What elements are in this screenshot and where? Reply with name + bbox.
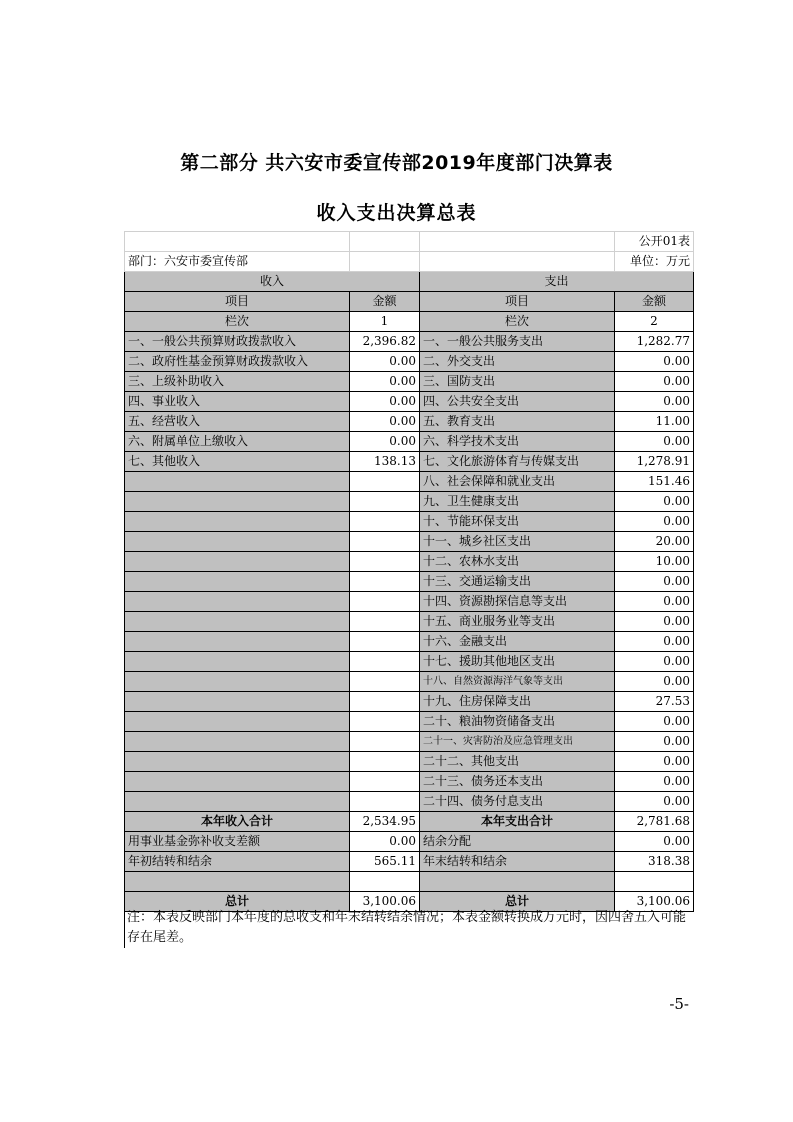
fund-label: 用事业基金弥补收支差额 <box>125 832 350 852</box>
income-item-label <box>125 792 350 812</box>
income-item-value: 0.00 <box>350 372 420 392</box>
income-item-value <box>350 552 420 572</box>
grand-total-label: 总计 <box>125 892 350 912</box>
income-item-value <box>350 472 420 492</box>
footnote: 注：本表反映部门本年度的总收支和年末结转结余情况；本表金额转换成万元时，因四舍五入可能存在尾差。 <box>124 908 693 948</box>
item-header: 项目 <box>125 292 350 312</box>
expense-item-value: 20.00 <box>615 532 694 552</box>
table-row <box>125 692 694 712</box>
income-item-label <box>125 632 350 652</box>
surplus-value: 0.00 <box>615 832 694 852</box>
expense-item-value: 0.00 <box>615 572 694 592</box>
expense-item-value: 0.00 <box>615 772 694 792</box>
form-code: 公开01表 <box>615 232 694 252</box>
income-item-value <box>350 532 420 552</box>
income-item-value <box>350 752 420 772</box>
surplus-label: 结余分配 <box>420 832 615 852</box>
table-row <box>125 512 694 532</box>
income-item-label: 一、一般公共预算财政拨款收入 <box>125 332 350 352</box>
amount-header: 金额 <box>615 292 694 312</box>
income-item-value <box>350 612 420 632</box>
income-item-value: 0.00 <box>350 352 420 372</box>
expense-item-label: 十五、商业服务业等支出 <box>420 612 615 632</box>
income-item-value <box>350 692 420 712</box>
table-row <box>125 772 694 792</box>
income-item-label <box>125 692 350 712</box>
table-row <box>125 552 694 572</box>
income-total-label: 本年收入合计 <box>125 812 350 832</box>
expense-item-value: 0.00 <box>615 752 694 772</box>
expense-item-value: 0.00 <box>615 612 694 632</box>
expense-item-value: 0.00 <box>615 652 694 672</box>
expense-item-label: 二十、粮油物资储备支出 <box>420 712 615 732</box>
expense-item-label: 十三、交通运输支出 <box>420 572 615 592</box>
expense-item-value: 151.46 <box>615 472 694 492</box>
begin-balance-label: 年初结转和结余 <box>125 852 350 872</box>
expense-item-label: 十、节能环保支出 <box>420 512 615 532</box>
income-item-value <box>350 512 420 532</box>
expense-item-value: 1,278.91 <box>615 452 694 472</box>
income-item-label: 二、政府性基金预算财政拨款收入 <box>125 352 350 372</box>
expense-item-label: 一、一般公共服务支出 <box>420 332 615 352</box>
expense-item-label: 二十二、其他支出 <box>420 752 615 772</box>
grand-total-income: 3,100.06 <box>350 892 420 912</box>
income-item-value: 2,396.82 <box>350 332 420 352</box>
income-total-value: 2,534.95 <box>350 812 420 832</box>
blank-cell <box>615 872 694 892</box>
income-item-label <box>125 532 350 552</box>
income-item-value <box>350 492 420 512</box>
expense-item-label: 五、教育支出 <box>420 412 615 432</box>
expense-item-label: 二十一、灾害防治及应急管理支出 <box>420 732 615 752</box>
page-title: 第二部分 共六安市委宣传部2019年度部门决算表 <box>180 152 613 174</box>
income-item-label <box>125 712 350 732</box>
expense-item-value: 10.00 <box>615 552 694 572</box>
table-row <box>125 652 694 672</box>
table-row <box>125 432 694 452</box>
table-row <box>125 352 694 372</box>
income-item-label <box>125 672 350 692</box>
department-label: 部门：六安市委宣传部 <box>125 252 350 272</box>
income-item-value: 138.13 <box>350 452 420 472</box>
table-row <box>125 792 694 812</box>
blank-cell <box>350 872 420 892</box>
expense-item-value: 0.00 <box>615 432 694 452</box>
expense-item-value: 0.00 <box>615 492 694 512</box>
table-row <box>125 612 694 632</box>
expense-item-value: 0.00 <box>615 792 694 812</box>
income-item-value <box>350 572 420 592</box>
income-item-value <box>350 712 420 732</box>
column-header: 栏次 <box>125 312 350 332</box>
unit-label: 单位：万元 <box>615 252 694 272</box>
income-item-label <box>125 472 350 492</box>
income-item-label <box>125 732 350 752</box>
expense-item-label: 二十三、债务还本支出 <box>420 772 615 792</box>
income-item-label: 三、上级补助收入 <box>125 372 350 392</box>
expense-item-value: 0.00 <box>615 672 694 692</box>
expense-item-label: 十一、城乡社区支出 <box>420 532 615 552</box>
income-item-label <box>125 552 350 572</box>
expense-item-label: 十六、金融支出 <box>420 632 615 652</box>
income-item-label: 四、事业收入 <box>125 392 350 412</box>
grand-total-label: 总计 <box>420 892 615 912</box>
table-row <box>125 572 694 592</box>
expense-item-value: 0.00 <box>615 512 694 532</box>
expense-item-label: 四、公共安全支出 <box>420 392 615 412</box>
column-number: 1 <box>350 312 420 332</box>
income-item-value <box>350 652 420 672</box>
table-row <box>125 332 694 352</box>
expense-item-label: 十九、住房保障支出 <box>420 692 615 712</box>
table-row <box>125 492 694 512</box>
blank-cell <box>420 872 615 892</box>
income-item-label <box>125 772 350 792</box>
table-row <box>125 452 694 472</box>
table-row <box>125 672 694 692</box>
income-item-value: 0.00 <box>350 432 420 452</box>
blank-cell <box>125 872 350 892</box>
income-item-value <box>350 732 420 752</box>
expense-item-value: 0.00 <box>615 372 694 392</box>
expense-item-label: 十二、农林水支出 <box>420 552 615 572</box>
expense-item-value: 0.00 <box>615 592 694 612</box>
income-item-label <box>125 652 350 672</box>
expense-total-label: 本年支出合计 <box>420 812 615 832</box>
table-row <box>125 632 694 652</box>
expense-item-label: 十八、自然资源海洋气象等支出 <box>420 672 615 692</box>
income-item-label <box>125 512 350 532</box>
income-item-label <box>125 572 350 592</box>
income-item-value: 0.00 <box>350 392 420 412</box>
expense-item-label: 六、科学技术支出 <box>420 432 615 452</box>
table-row <box>125 752 694 772</box>
income-item-label <box>125 592 350 612</box>
income-item-label <box>125 612 350 632</box>
table-title: 收入支出决算总表 <box>316 202 477 224</box>
end-balance-label: 年末结转和结余 <box>420 852 615 872</box>
expense-item-label: 九、卫生健康支出 <box>420 492 615 512</box>
expense-header: 支出 <box>420 272 694 292</box>
expense-item-value: 0.00 <box>615 352 694 372</box>
expense-item-label: 十四、资源勘探信息等支出 <box>420 592 615 612</box>
income-item-label: 七、其他收入 <box>125 452 350 472</box>
expense-item-value: 27.53 <box>615 692 694 712</box>
income-item-value <box>350 672 420 692</box>
column-header: 栏次 <box>420 312 615 332</box>
item-header: 项目 <box>420 292 615 312</box>
expense-item-label: 八、社会保障和就业支出 <box>420 472 615 492</box>
income-item-value <box>350 772 420 792</box>
expense-item-label: 七、文化旅游体育与传媒支出 <box>420 452 615 472</box>
expense-item-value: 1,282.77 <box>615 332 694 352</box>
expense-item-value: 0.00 <box>615 632 694 652</box>
income-item-label <box>125 492 350 512</box>
table-row <box>125 532 694 552</box>
expense-item-value: 0.00 <box>615 392 694 412</box>
income-expense-table <box>124 231 694 912</box>
table-row <box>125 712 694 732</box>
income-item-label <box>125 752 350 772</box>
expense-total-value: 2,781.68 <box>615 812 694 832</box>
column-number: 2 <box>615 312 694 332</box>
table-row <box>125 472 694 492</box>
table-row <box>125 372 694 392</box>
expense-item-value: 0.00 <box>615 712 694 732</box>
expense-item-value: 0.00 <box>615 732 694 752</box>
begin-balance-value: 565.11 <box>350 852 420 872</box>
income-item-label: 五、经营收入 <box>125 412 350 432</box>
expense-item-value: 11.00 <box>615 412 694 432</box>
page-number: -5- <box>669 995 689 1013</box>
income-item-value <box>350 792 420 812</box>
table-row <box>125 592 694 612</box>
income-item-value <box>350 632 420 652</box>
income-item-value <box>350 592 420 612</box>
grand-total-expense: 3,100.06 <box>615 892 694 912</box>
end-balance-value: 318.38 <box>615 852 694 872</box>
income-item-value: 0.00 <box>350 412 420 432</box>
expense-item-label: 十七、援助其他地区支出 <box>420 652 615 672</box>
expense-item-label: 三、国防支出 <box>420 372 615 392</box>
expense-item-label: 二十四、债务付息支出 <box>420 792 615 812</box>
fund-value: 0.00 <box>350 832 420 852</box>
amount-header: 金额 <box>350 292 420 312</box>
table-row <box>125 732 694 752</box>
income-header: 收入 <box>125 272 420 292</box>
income-item-label: 六、附属单位上缴收入 <box>125 432 350 452</box>
table-row <box>125 392 694 412</box>
expense-item-label: 二、外交支出 <box>420 352 615 372</box>
table-row <box>125 412 694 432</box>
